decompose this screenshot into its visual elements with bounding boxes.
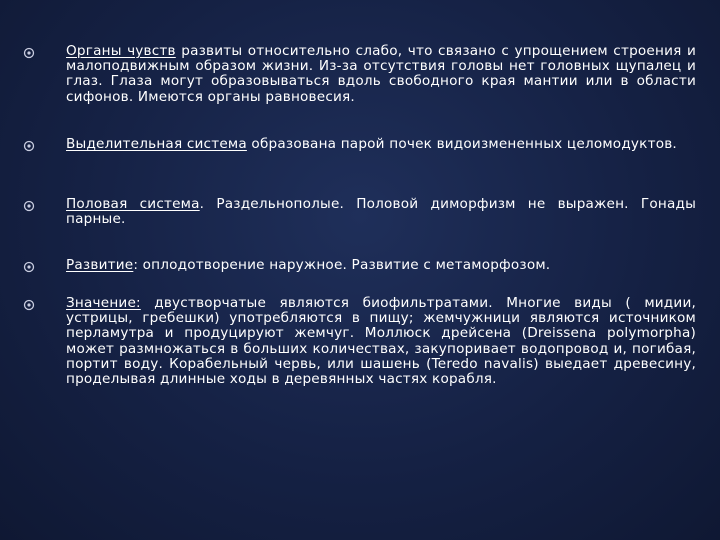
circle-bullet-icon [22,260,36,274]
bullet-text [66,197,696,227]
bullet-body: развиты относительно слабо, что связано с упрощением строения и малоподвижным образом жизни. Из-за отсутствия головы нет головных щупалец и глаз. Глаза могут образовываться вдоль свободного края мантии или в области сифонов. Имеются органы равновесия. [66,43,696,105]
circle-bullet-icon [22,139,36,153]
bullet-body: . Раздельнополые. Половой диморфизм не выражен. Гонады парные. [66,196,697,228]
bullet-body: : оплодотворение наружное. Развитие с метаморфозом. [133,257,551,273]
bullet-term: Половая система [66,196,200,212]
bullet-term: Развитие [66,257,134,273]
bullet-body: двустворчатые являются биофильтратами. Многие виды ( мидии, устрицы, гребешки) употребляются в пищу; жемчужници являются источником перламутра и продуцируют жемчуг. Моллюск дрейсена (Dreissena polymorpha) может размножаться в больших количествах, закупоривает водопровод и, погибая, портит воду. Корабельный червь, или шашень (Teredo navalis) выедает древесину, проделывая длинные ходы в деревянных частях корабля. [66,295,696,388]
bullet-significance [22,296,697,387]
bullet-development [22,258,697,274]
bullet-text [66,258,696,273]
circle-bullet-icon [22,199,36,213]
bullet-text [66,44,696,105]
bullet-term: Значение: [66,295,141,311]
bullet-term: Выделительная система [66,136,247,152]
bullet-reproductive-system [22,197,697,227]
bullet-sense-organs [22,44,697,105]
bullet-text [66,296,696,387]
bullet-excretory-system [22,137,697,153]
bullet-body: образована парой почек видоизмененных целомодуктов. [246,136,677,152]
bullet-term: Органы чувств [66,43,176,59]
circle-bullet-icon [22,298,36,312]
bullet-text [66,137,696,152]
circle-bullet-icon [22,46,36,60]
